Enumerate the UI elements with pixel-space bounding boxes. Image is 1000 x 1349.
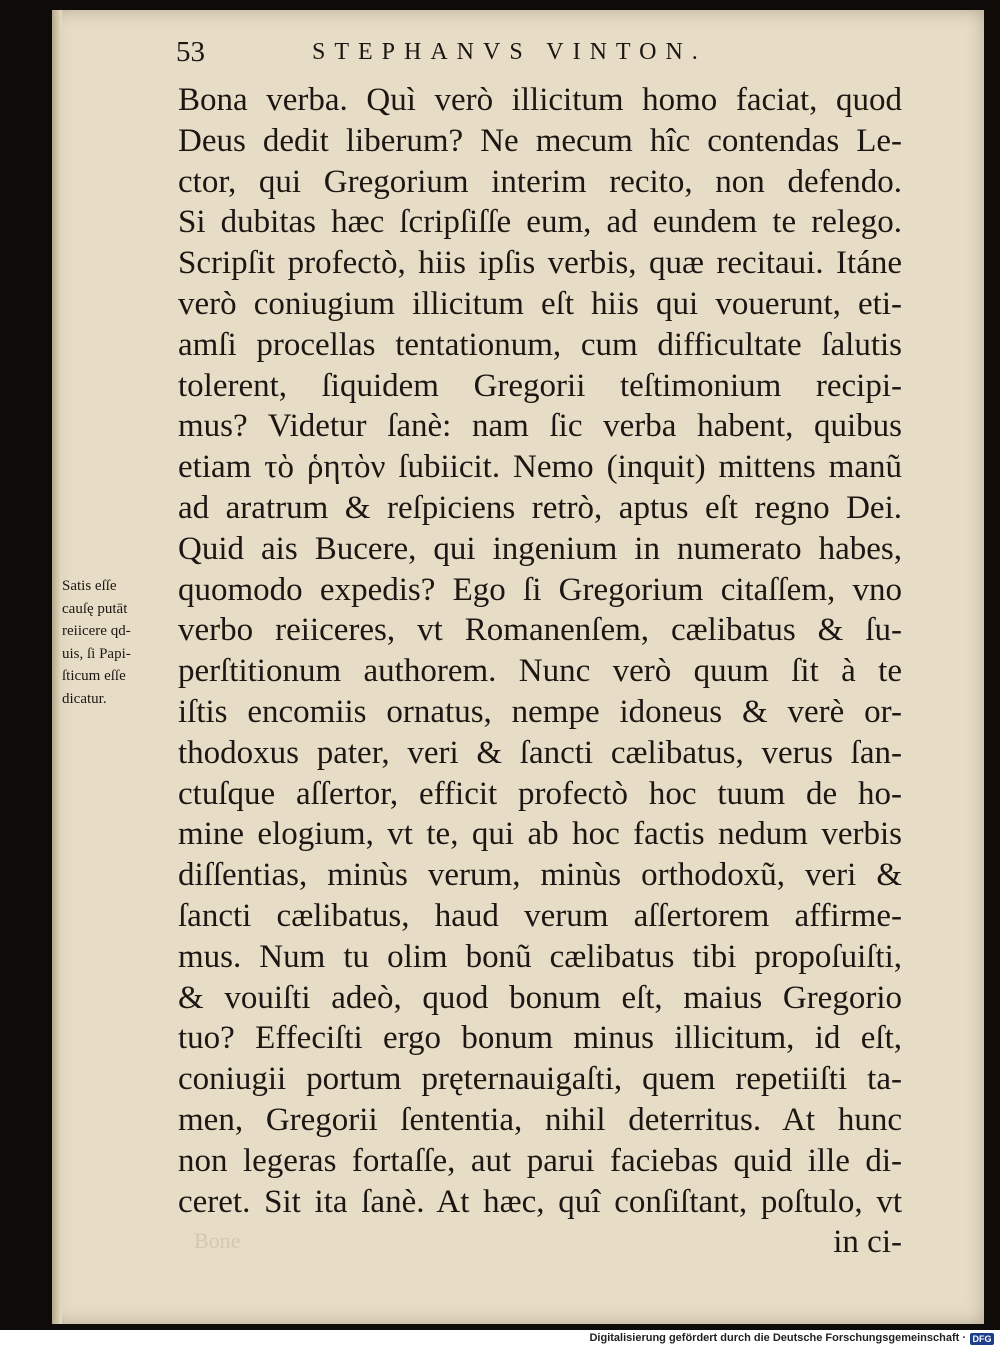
text-line: Bona verba. Quì verò illicitum homo faciat, quod [178, 82, 902, 118]
dfg-logo: DFG [970, 1333, 994, 1345]
text-line: amſi procellas tentationum, cum difficultate ſalutis [178, 326, 902, 363]
marginal-note-line: reiicere qd- [62, 623, 131, 639]
text-line: coniugii portum pręternauigaſti, quem repetiiſti ta- [178, 1061, 902, 1098]
marginal-note-line: ſticum eſſe [62, 668, 126, 684]
text-line: iſtis encomiis ornatus, nempe idoneus & verè or- [178, 693, 902, 730]
catchword: in ci- [833, 1224, 902, 1261]
text-line: etiam τὸ ῥητὸν ſubiicit. Nemo (inquit) mittens manũ [178, 449, 902, 486]
text-line: tuo? Effeciſti ergo bonum minus illicitum, id eſt, [178, 1020, 902, 1057]
book-page [52, 10, 984, 1324]
marginal-note [62, 575, 172, 710]
running-head [176, 32, 936, 72]
running-head-title: STEPHANVS VINTON. [312, 39, 707, 65]
marginal-note-line: dicatur. [62, 690, 107, 707]
text-line: & vouiſti adeò, quod bonum eſt, maius Gregorio [178, 979, 902, 1016]
footer-bar [0, 1330, 1000, 1349]
marginal-note-line: uis, ſi Papi- [62, 645, 131, 662]
text-line: mine elogium, vt te, qui ab hoc factis nedum verbis [178, 816, 902, 853]
text-line: verò coniugium illicitum eſt hiis qui vouerunt, eti- [178, 285, 902, 322]
folio-number: 53 [176, 36, 205, 68]
page-gutter-edge [52, 10, 62, 1324]
marginal-note-line: cauſę putāt [62, 600, 128, 617]
text-line: men, Gregorii ſententia, nihil deterritus. At hunc [178, 1101, 902, 1138]
text-line: Deus dedit liberum? Ne mecum hîc contendas Le- [178, 122, 902, 159]
marginal-note-line: Satis eſſe [62, 578, 117, 594]
text-line: verbo reiiceres, vt Romanenſem, cælibatus & ſu- [178, 612, 902, 649]
text-line: mus. Num tu olim bonũ cælibatus tibi propoſuiſti, [178, 938, 902, 975]
text-line: ad aratrum & reſpiciens retrò, aptus eſt regno Dei. [178, 489, 902, 526]
text-line: Scripſit profectò, hiis ipſis verbis, quæ recitaui. Itáne [178, 245, 902, 282]
text-line: non legeras fortaſſe, aut parui faciebas quid ille di- [178, 1142, 902, 1179]
text-line: Quid ais Bucere, qui ingenium in numerato habes, [178, 530, 902, 567]
text-line: diſſentias, minùs verum, minùs orthodoxũ, veri & [178, 857, 902, 894]
text-line: ctuſque aſſertor, efficit profectò hoc tuum de ho- [178, 775, 902, 812]
text-line: ſancti cælibatus, haud verum aſſertorem affirme- [178, 897, 902, 934]
text-line: Si dubitas hæc ſcripſiſſe eum, ad eundem te relego. [178, 204, 902, 241]
text-line: tolerent, ſiquidem Gregorii teſtimonium recipi- [178, 367, 902, 404]
text-line: perſtitionum authorem. Nunc verò quum ſit à te [178, 653, 902, 690]
text-line: quomodo expedis? Ego ſi Gregorium citaſſem, vno [178, 571, 902, 608]
show-through-text: Bone [194, 1228, 241, 1253]
main-text-block [178, 80, 902, 1263]
text-line: ctor, qui Gregorium interim recito, non defendo. [178, 163, 902, 200]
text-line: mus? Videtur ſanè: nam ſic verba habent, quibus [178, 408, 902, 445]
text-line: ceret. Sit ita ſanè. At hæc, quî conſiſtant, poſtulo, vt [178, 1183, 902, 1220]
text-line: thodoxus pater, veri & ſancti cælibatus, verus ſan- [178, 734, 902, 771]
funding-notice: Digitalisierung gefördert durch die Deutsche Forschungsgemeinschaft · [589, 1332, 966, 1344]
